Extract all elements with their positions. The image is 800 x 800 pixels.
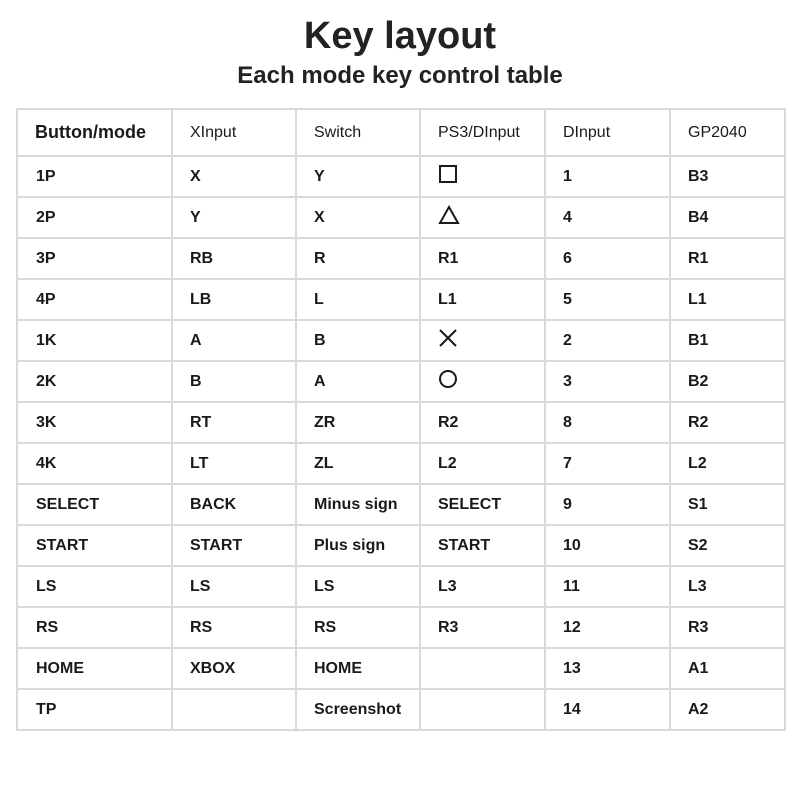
cell-xinput: LB bbox=[172, 279, 296, 320]
cell-switch: RS bbox=[296, 607, 420, 648]
column-header-switch: Switch bbox=[296, 109, 420, 156]
cell-ps3-dinput: START bbox=[420, 525, 545, 566]
cell-switch: Y bbox=[296, 156, 420, 197]
cell-xinput: RT bbox=[172, 402, 296, 443]
cell-button-mode: 4P bbox=[17, 279, 172, 320]
cell-switch: Minus sign bbox=[296, 484, 420, 525]
square-icon bbox=[438, 164, 458, 189]
cell-button-mode: TP bbox=[17, 689, 172, 730]
table-row bbox=[17, 279, 785, 320]
column-header-xinput: XInput bbox=[172, 109, 296, 156]
cell-dinput: 14 bbox=[545, 689, 670, 730]
cell-ps3-dinput bbox=[420, 197, 545, 238]
cell-ps3-dinput: L2 bbox=[420, 443, 545, 484]
cell-dinput: 11 bbox=[545, 566, 670, 607]
cell-gp2040: A1 bbox=[670, 648, 785, 689]
cell-ps3-dinput: R2 bbox=[420, 402, 545, 443]
column-header-button-mode: Button/mode bbox=[17, 109, 172, 156]
cell-gp2040: B4 bbox=[670, 197, 785, 238]
cell-xinput: X bbox=[172, 156, 296, 197]
page-title: Key layout bbox=[303, 15, 497, 57]
table-row bbox=[17, 238, 785, 279]
cell-dinput: 5 bbox=[545, 279, 670, 320]
cell-dinput: 8 bbox=[545, 402, 670, 443]
cell-ps3-dinput bbox=[420, 648, 545, 689]
triangle-icon bbox=[438, 205, 460, 230]
key-control-table bbox=[16, 108, 786, 731]
cell-ps3-dinput bbox=[420, 361, 545, 402]
table-header-row bbox=[17, 109, 785, 156]
cell-switch: A bbox=[296, 361, 420, 402]
page-subtitle: Each mode key control table bbox=[237, 62, 563, 89]
cell-xinput: XBOX bbox=[172, 648, 296, 689]
cell-switch: L bbox=[296, 279, 420, 320]
cell-button-mode: LS bbox=[17, 566, 172, 607]
column-header-dinput: DInput bbox=[545, 109, 670, 156]
cell-gp2040: B2 bbox=[670, 361, 785, 402]
cell-ps3-dinput: L1 bbox=[420, 279, 545, 320]
table-row bbox=[17, 689, 785, 730]
cell-gp2040: R1 bbox=[670, 238, 785, 279]
table-row bbox=[17, 566, 785, 607]
cell-gp2040: A2 bbox=[670, 689, 785, 730]
cell-dinput: 1 bbox=[545, 156, 670, 197]
cell-gp2040: S1 bbox=[670, 484, 785, 525]
cell-xinput: LT bbox=[172, 443, 296, 484]
cell-dinput: 4 bbox=[545, 197, 670, 238]
cell-ps3-dinput: L3 bbox=[420, 566, 545, 607]
circle-icon bbox=[438, 369, 458, 394]
cell-gp2040: B3 bbox=[670, 156, 785, 197]
table-row bbox=[17, 402, 785, 443]
table-row bbox=[17, 525, 785, 566]
column-header-ps3-dinput: PS3/DInput bbox=[420, 109, 545, 156]
cell-gp2040: L2 bbox=[670, 443, 785, 484]
table-row bbox=[17, 484, 785, 525]
cell-gp2040: L3 bbox=[670, 566, 785, 607]
cell-xinput: A bbox=[172, 320, 296, 361]
cell-switch: Plus sign bbox=[296, 525, 420, 566]
cell-switch: B bbox=[296, 320, 420, 361]
cell-switch: ZR bbox=[296, 402, 420, 443]
cell-dinput: 13 bbox=[545, 648, 670, 689]
cell-xinput: Y bbox=[172, 197, 296, 238]
cross-icon bbox=[438, 328, 458, 353]
cell-button-mode: SELECT bbox=[17, 484, 172, 525]
cell-button-mode: HOME bbox=[17, 648, 172, 689]
table-row bbox=[17, 320, 785, 361]
cell-switch: ZL bbox=[296, 443, 420, 484]
table-row bbox=[17, 443, 785, 484]
cell-xinput: RS bbox=[172, 607, 296, 648]
cell-ps3-dinput: R1 bbox=[420, 238, 545, 279]
cell-dinput: 6 bbox=[545, 238, 670, 279]
cell-dinput: 10 bbox=[545, 525, 670, 566]
table-row bbox=[17, 361, 785, 402]
cell-dinput: 2 bbox=[545, 320, 670, 361]
cell-button-mode: 3K bbox=[17, 402, 172, 443]
cell-button-mode: 2K bbox=[17, 361, 172, 402]
cell-switch: R bbox=[296, 238, 420, 279]
cell-dinput: 7 bbox=[545, 443, 670, 484]
cell-gp2040: L1 bbox=[670, 279, 785, 320]
cell-dinput: 3 bbox=[545, 361, 670, 402]
table-row bbox=[17, 648, 785, 689]
cell-ps3-dinput bbox=[420, 156, 545, 197]
cell-ps3-dinput: SELECT bbox=[420, 484, 545, 525]
table-row bbox=[17, 607, 785, 648]
cell-button-mode: 3P bbox=[17, 238, 172, 279]
cell-switch: HOME bbox=[296, 648, 420, 689]
cell-gp2040: R2 bbox=[670, 402, 785, 443]
cell-button-mode: 1P bbox=[17, 156, 172, 197]
cell-button-mode: 2P bbox=[17, 197, 172, 238]
table-row bbox=[17, 197, 785, 238]
cell-button-mode: 4K bbox=[17, 443, 172, 484]
cell-gp2040: R3 bbox=[670, 607, 785, 648]
table-row bbox=[17, 156, 785, 197]
column-header-gp2040: GP2040 bbox=[670, 109, 785, 156]
cell-xinput bbox=[172, 689, 296, 730]
cell-switch: Screenshot bbox=[296, 689, 420, 730]
cell-button-mode: 1K bbox=[17, 320, 172, 361]
cell-gp2040: B1 bbox=[670, 320, 785, 361]
cell-xinput: BACK bbox=[172, 484, 296, 525]
cell-switch: LS bbox=[296, 566, 420, 607]
cell-xinput: B bbox=[172, 361, 296, 402]
cell-button-mode: RS bbox=[17, 607, 172, 648]
cell-switch: X bbox=[296, 197, 420, 238]
cell-dinput: 12 bbox=[545, 607, 670, 648]
cell-ps3-dinput bbox=[420, 689, 545, 730]
cell-ps3-dinput bbox=[420, 320, 545, 361]
cell-xinput: LS bbox=[172, 566, 296, 607]
cell-xinput: RB bbox=[172, 238, 296, 279]
cell-button-mode: START bbox=[17, 525, 172, 566]
cell-ps3-dinput: R3 bbox=[420, 607, 545, 648]
cell-dinput: 9 bbox=[545, 484, 670, 525]
cell-xinput: START bbox=[172, 525, 296, 566]
cell-gp2040: S2 bbox=[670, 525, 785, 566]
